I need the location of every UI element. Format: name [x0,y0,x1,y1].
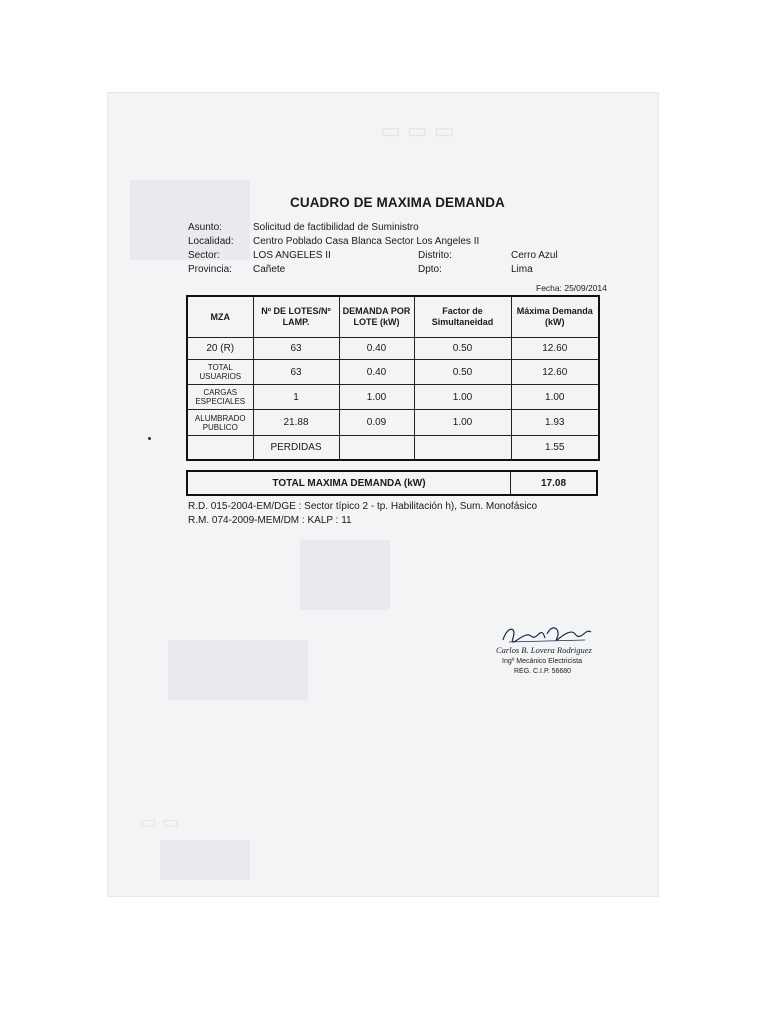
cell-lotes: 21.88 [253,410,339,436]
total-value: 17.08 [540,477,567,489]
cell-maxima: 1.55 [511,436,599,460]
ghost-logo-top: ▭ ▭ ▭ [380,118,455,143]
cell-factor: 1.00 [414,385,511,410]
distrito-label: Distrito: [418,250,452,261]
document-title: CUADRO DE MAXIMA DEMANDA [290,195,505,210]
signature-name: Carlos B. Lovera Rodriguez [496,645,592,655]
header-demanda: DEMANDA POR LOTE (kW) [339,296,414,338]
cell-lotes: 1 [253,385,339,410]
cell-lotes: 63 [253,338,339,360]
total-box [186,470,598,496]
asunto-label: Asunto: [188,222,222,233]
cell-factor: 0.50 [414,338,511,360]
cell-mza: TOTAL USUARIOS [187,360,253,385]
cell-lotes: PERDIDAS [253,436,339,460]
header-factor: Factor de Simultaneidad [414,296,511,338]
ghost-logo-bottom: ▭ ▭ [140,812,180,832]
header-maxima: Máxima Demanda (kW) [511,296,599,338]
cell-mza: CARGAS ESPECIALES [187,385,253,410]
table-row [187,338,599,360]
sector-label: Sector: [188,250,220,261]
total-label: TOTAL MAXIMA DEMANDA (kW) [188,472,511,494]
header-lotes: Nº DE LOTES/Nº LAMP. [253,296,339,338]
table-row [187,436,599,460]
dpto-value: Lima [511,264,533,275]
cell-maxima: 1.93 [511,410,599,436]
table-row [187,410,599,436]
cell-demanda [339,436,414,460]
note-rd: R.D. 015-2004-EM/DGE : Sector típico 2 - tp. Habilitación h), Sum. Monofásico [188,501,538,512]
cell-mza: ALUMBRADO PUBLICO [187,410,253,436]
signature-role: Ingº Mecánico Electricista [502,658,582,665]
cell-factor: 0.50 [414,360,511,385]
table-header-row [187,296,599,338]
cell-mza: 20 (R) [187,338,253,360]
cell-maxima: 12.60 [511,338,599,360]
stray-mark [148,437,151,440]
localidad-label: Localidad: [188,236,234,247]
cell-lotes: 63 [253,360,339,385]
note-rm: R.M. 074-2009-MEM/DM : KALP : 11 [188,515,352,526]
fecha: Fecha: 25/09/2014 [536,283,607,293]
cell-demanda: 0.09 [339,410,414,436]
signature-reg: REG. C.I.P. 56680 [514,668,572,675]
distrito-value: Cerro Azul [511,250,558,261]
cell-factor: 1.00 [414,410,511,436]
signature-scribble [495,620,595,648]
localidad-value: Centro Poblado Casa Blanca Sector Los Angeles II [253,236,480,247]
asunto-value: Solicitud de factibilidad de Suministro [253,222,419,233]
cell-demanda: 0.40 [339,360,414,385]
table-row [187,360,599,385]
provincia-label: Provincia: [188,264,232,275]
cell-maxima: 12.60 [511,360,599,385]
provincia-value: Cañete [253,264,286,275]
cell-demanda: 0.40 [339,338,414,360]
sector-value: LOS ANGELES II [253,250,331,261]
header-mza: MZA [187,296,253,338]
demand-table [186,295,600,461]
table-row [187,385,599,410]
cell-demanda: 1.00 [339,385,414,410]
cell-factor [414,436,511,460]
dpto-label: Dpto: [418,264,442,275]
cell-maxima: 1.00 [511,385,599,410]
cell-mza [187,436,253,460]
